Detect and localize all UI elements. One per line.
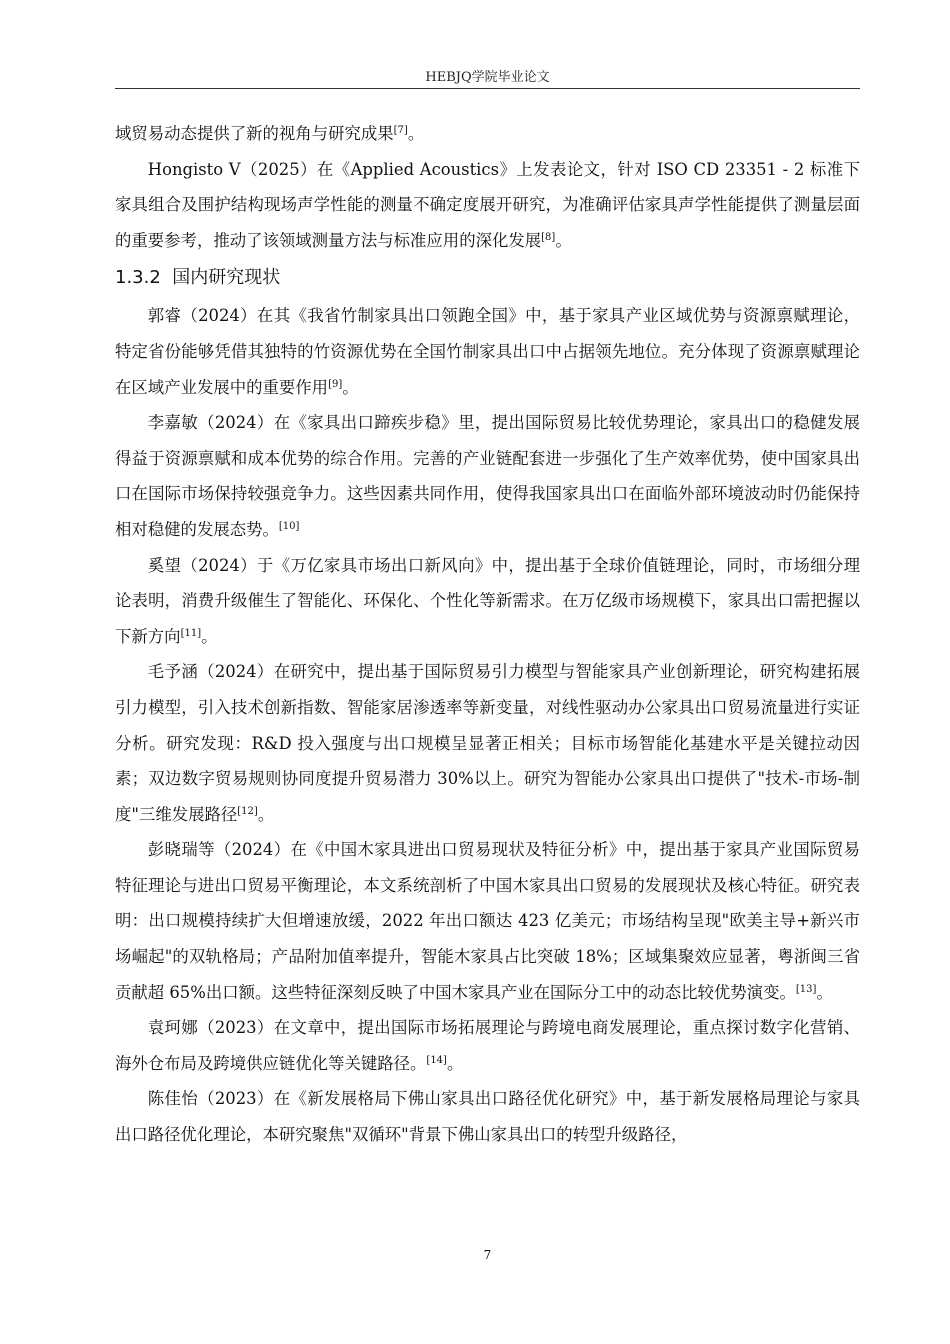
paragraph: Hongisto V（2025）在《Applied Acoustics》上发表论文，针对 ISO CD 23351 - 2 标准下家具组合及围护结构现场声学性能的测量不确定度展开研究，为准确评估家具声学性能提供了测量层面的重要参考，推动了该领域测量方法与标准应用的深化发展[8]。: [115, 159, 860, 250]
paragraph: 郭睿（2024）在其《我省竹制家具出口领跑全国》中，基于家具产业区域优势与资源禀赋理论，特定省份能够凭借其独特的竹资源优势在全国竹制家具出口中占据领先地位。充分体现了资源禀赋理论在区域产业发展中的重要作用[9]。: [115, 306, 860, 397]
paragraph: 陈佳怡（2023）在《新发展格局下佛山家具出口路径优化研究》中，基于新发展格局理论与家具出口路径优化理论，本研究聚焦"双循环"背景下佛山家具出口的转型升级路径，: [115, 1089, 860, 1145]
citation: [10]: [278, 520, 300, 532]
paragraph: 李嘉敏（2024）在《家具出口蹄疾步稳》里，提出国际贸易比较优势理论，家具出口的稳健发展得益于资源禀赋和成本优势的综合作用。完善的产业链配套进一步强化了生产效率优势，使中国家具出口在国际市场保持较强竞争力。这些因素共同作用，使得我国家具出口在面临外部环境波动时仍能保持相对稳健的发展态势。[10]: [115, 413, 860, 539]
section-number: 1.3.2: [115, 267, 161, 289]
paragraph: 毛予涵（2024）在研究中，提出基于国际贸易引力模型与智能家具产业创新理论，研究构建拓展引力模型，引入技术创新指数、智能家居渗透率等新变量，对线性驱动办公家具出口贸易流量进行实证分析。研究发现：R&D 投入强度与出口规模呈显著正相关；目标市场智能化基建水平是关键拉动因素；双边数字贸易规则协同度提升贸易潜力 30%以上。研究为智能办公家具出口提供了"技术-市场-制度"三维发展路径[12]。: [115, 662, 860, 824]
citation: [7]: [393, 125, 408, 136]
citation: [8]: [541, 231, 556, 243]
page-number: 7: [483, 1248, 492, 1262]
paragraph: 域贸易动态提供了新的视角与研究成果[7]。: [115, 124, 425, 143]
citation: [9]: [328, 378, 343, 390]
citation: [11]: [180, 627, 202, 639]
paragraph: 奚望（2024）于《万亿家具市场出口新风向》中，提出基于全球价值链理论，同时，市场细分理论表明，消费升级催生了智能化、环保化、个性化等新需求。在万亿级市场规模下，家具出口需把握以下新方向[11]。: [115, 555, 860, 646]
running-header: HEBJQ学院毕业论文: [425, 70, 550, 85]
paragraph: 彭晓瑞等（2024）在《中国木家具进出口贸易现状及特征分析》中，提出基于家具产业国际贸易特征理论与进出口贸易平衡理论，本文系统剖析了中国木家具出口贸易的发展现状及核心特征。研究表明：出口规模持续扩大但增速放缓，2022 年出口额达 423 亿美元；市场结构呈现"欧美主导+新兴市场崛起"的双轨格局；产品附加值率提升，智能木家具占比突破 18%；区域集聚效应显著，粤浙闽三省贡献超 65%出口额。这些特征深刻反映了中国木家具产业在国际分工中的动态比较优势演变。[13]。: [115, 840, 860, 1002]
paragraph: 袁珂娜（2023）在文章中，提出国际市场拓展理论与跨境电商发展理论，重点探讨数字化营销、海外仓布局及跨境供应链优化等关键路径。[14]。: [115, 1018, 860, 1073]
citation: [13]: [795, 983, 817, 995]
section-heading: [115, 258, 860, 298]
header-divider: [115, 88, 860, 89]
section-title: 国内研究现状: [172, 267, 281, 289]
page-body: [115, 116, 860, 1153]
citation: [12]: [237, 805, 258, 817]
citation: [14]: [426, 1054, 447, 1066]
